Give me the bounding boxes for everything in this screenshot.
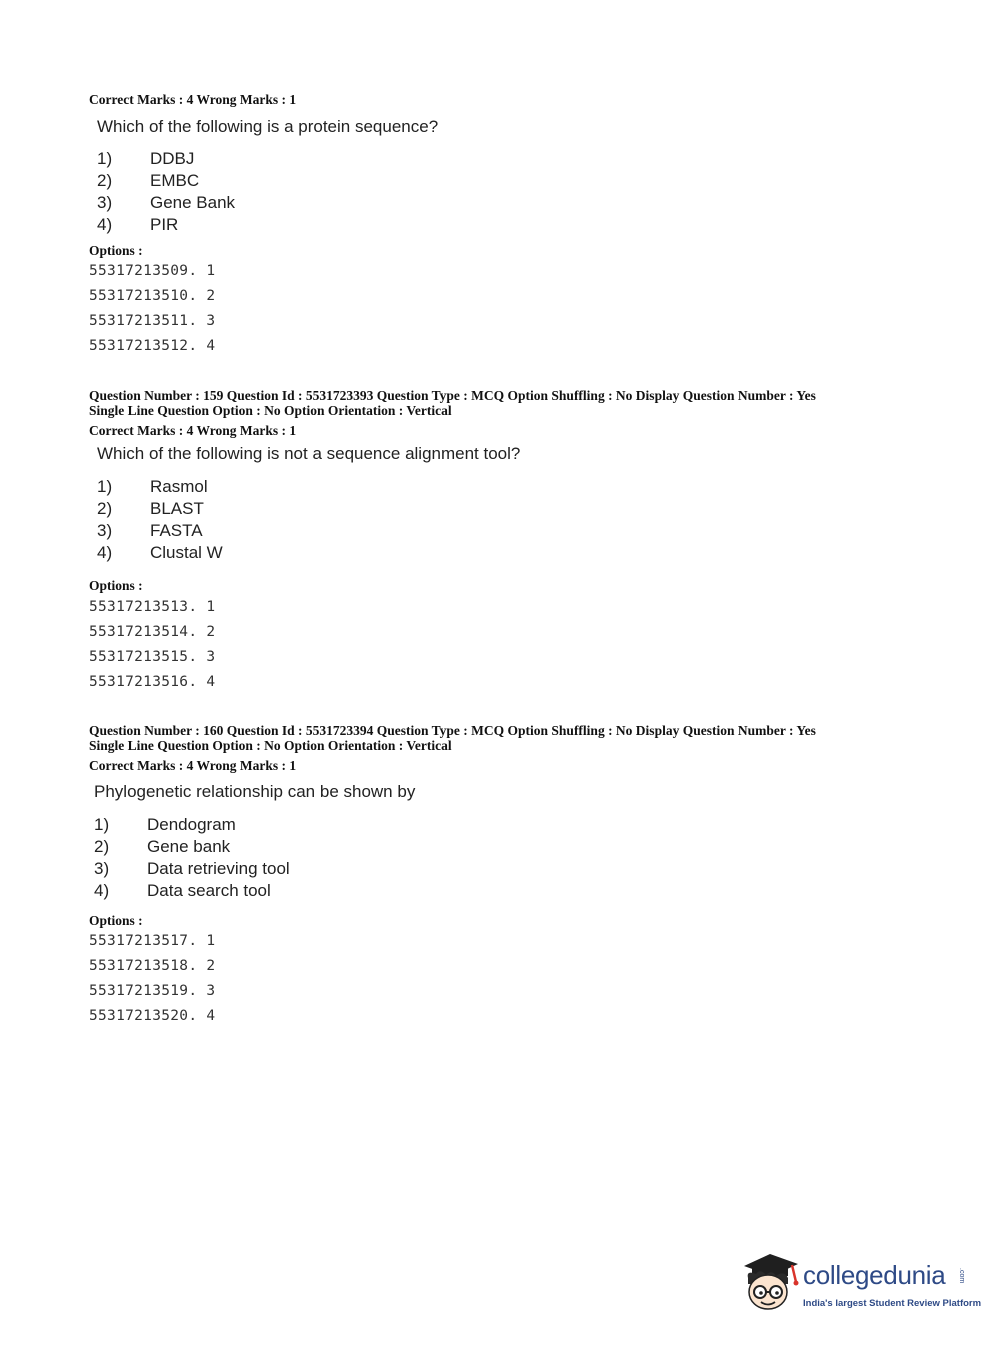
option-id: 55317213509. 1: [89, 263, 216, 279]
q3-choice-1: 1) Dendogram: [94, 815, 236, 834]
q3-option-ids: [89, 929, 215, 1029]
q2-header-line1: Question Number : 159 Question Id : 5531723393 Question Type : MCQ Option Shuffling : No Display Question Number : Yes: [89, 388, 816, 403]
q3-choice-list: [94, 814, 290, 902]
q2-choice-2: 2) BLAST: [97, 499, 204, 518]
option-id: 55317213519. 3: [89, 983, 216, 999]
q2-choice-list: [97, 476, 223, 564]
q3-marks: Correct Marks : 4 Wrong Marks : 1: [89, 758, 297, 773]
q1-choice-1: 1) DDBJ: [97, 149, 195, 168]
option-id: 55317213512. 4: [89, 338, 216, 354]
option-id: 55317213516. 4: [89, 674, 216, 690]
q2-choice-3: 3) FASTA: [97, 521, 203, 540]
q1-question-text: Which of the following is a protein sequence?: [97, 117, 439, 136]
q3-choice-3: 3) Data retrieving tool: [94, 859, 290, 878]
logo-wordmark: collegedunia: [803, 1260, 946, 1290]
q3-header-line2: Single Line Question Option : No Option Orientation : Vertical: [89, 738, 452, 753]
q1-choice-2: 2) EMBC: [97, 171, 200, 190]
option-id: 55317213510. 2: [89, 288, 216, 304]
mascot-icon: [740, 1248, 802, 1314]
option-id: 55317213514. 2: [89, 624, 216, 640]
q2-header-line2: Single Line Question Option : No Option Orientation : Vertical: [89, 403, 452, 418]
q3-question-text: Phylogenetic relationship can be shown by: [94, 782, 416, 801]
q2-option-ids: [89, 595, 215, 695]
option-id: 55317213515. 3: [89, 649, 216, 665]
collegedunia-logo[interactable]: [740, 1248, 982, 1318]
logo-tagline: India's largest Student Review Platform: [803, 1298, 982, 1309]
q1-options-label: Options :: [89, 243, 143, 258]
q3-choice-4: 4) Data search tool: [94, 881, 271, 900]
q2-choice-1: 1) Rasmol: [97, 477, 208, 496]
q1-marks: Correct Marks : 4 Wrong Marks : 1: [89, 92, 297, 107]
q2-options-label: Options :: [89, 578, 143, 593]
logo-tld: .com: [958, 1268, 965, 1284]
q2-question-text: Which of the following is not a sequence alignment tool?: [97, 444, 521, 463]
q1-choice-list: [97, 148, 235, 236]
option-id: 55317213511. 3: [89, 313, 216, 329]
option-id: 55317213513. 1: [89, 599, 216, 615]
option-id: 55317213517. 1: [89, 933, 216, 949]
q3-choice-2: 2) Gene bank: [94, 837, 231, 856]
option-id: 55317213520. 4: [89, 1008, 216, 1024]
q1-option-ids: [89, 259, 215, 359]
q1-choice-3: 3) Gene Bank: [97, 193, 236, 212]
q1-choice-4: 4) PIR: [97, 215, 179, 234]
q2-choice-4: 4) Clustal W: [97, 543, 223, 562]
q3-header-line1: Question Number : 160 Question Id : 5531723394 Question Type : MCQ Option Shuffling : No Display Question Number : Yes: [89, 723, 816, 738]
option-id: 55317213518. 2: [89, 958, 216, 974]
q2-marks: Correct Marks : 4 Wrong Marks : 1: [89, 423, 297, 438]
q3-options-label: Options :: [89, 913, 143, 928]
